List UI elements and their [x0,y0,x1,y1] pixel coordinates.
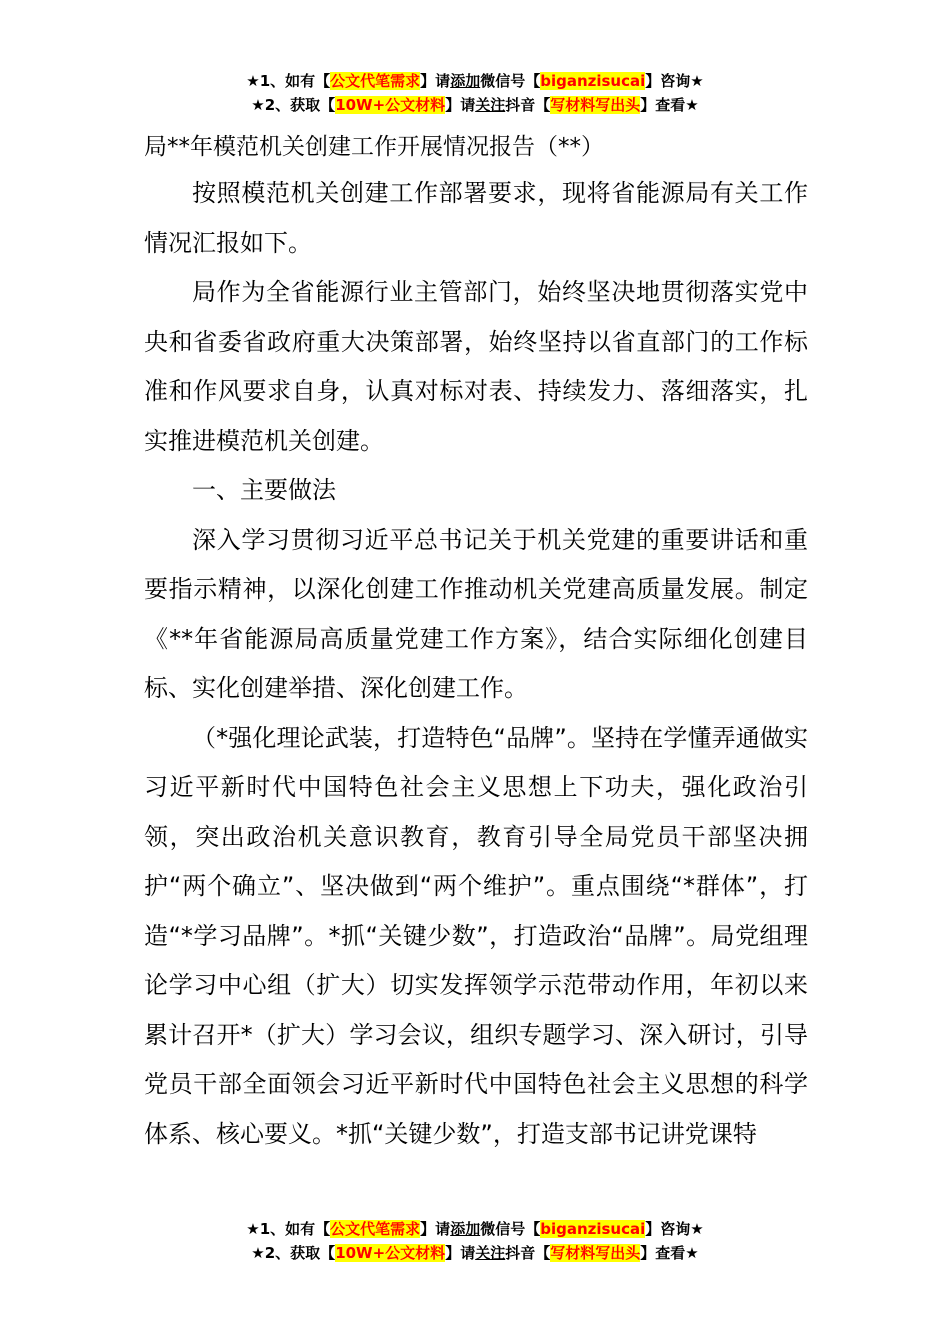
promo-line-2 [0,93,950,117]
promo-highlight: 10W+公文材料 [335,1244,446,1262]
paragraph: 局作为全省能源行业主管部门，始终坚决地贯彻落实党中央和省委省政府重大决策部署，始终坚持以省直部门的工作标准和作风要求自身，认真对标对表、持续发力、落细落实，扎实推进模范机关创建。 [144,278,808,455]
promo-highlight: 写材料写出头 [550,1244,641,1262]
paragraph: 按照模范机关创建工作部署要求，现将省能源局有关工作情况汇报如下。 [144,179,808,257]
promo-text: 】请 [420,1220,451,1238]
promo-line-2 [0,1241,950,1265]
paragraph: 深入学习贯彻习近平总书记关于机关党建的重要讲话和重要指示精神，以深化创建工作推动机关党建高质量发展。制定《**年省能源局高质量党建工作方案》，结合实际细化创建目标、实化创建举措、深化创建工作。 [144,525,808,702]
promo-line-1 [0,69,950,93]
section-heading: 一、主要做法 [192,476,336,504]
promo-highlight: 写材料写出头 [550,96,641,114]
promo-text: 微信号【 [480,1220,541,1238]
promo-underline: 关注 [475,96,506,114]
promo-line-1 [0,1217,950,1241]
promo-text: 微信号【 [480,72,541,90]
promo-highlight: biganzisucai [540,1220,646,1238]
promo-highlight: 公文代笔需求 [330,72,421,90]
promo-text: ★1、如有【 [246,1220,331,1238]
bottom-promo-banner [0,1217,950,1265]
promo-text: 抖音【 [505,1244,551,1262]
promo-underline: 添加 [450,72,481,90]
promo-text: ★1、如有【 [246,72,331,90]
document-title: 局**年模范机关创建工作开展情况报告（**） [144,134,604,160]
promo-text: 】查看★ [640,1244,699,1262]
promo-text: ★2、获取【 [251,1244,336,1262]
promo-text: ★2、获取【 [251,96,336,114]
promo-text: 】请 [445,96,476,114]
promo-underline: 关注 [475,1244,506,1262]
promo-text: 】请 [420,72,451,90]
top-promo-banner [0,69,950,117]
promo-text: 】咨询★ [645,72,704,90]
paragraph: （*强化理论武装，打造特色“品牌”。坚持在学懂弄通做实习近平新时代中国特色社会主义思想上下功夫，强化政治引领，突出政治机关意识教育，教育引导全局党员干部坚决拥护“两个确立”、坚决做到“两个维护”。重点围绕“*群体”，打造“*学习品牌”。*抓“关键少数”，打造政治“品牌”。局党组理论学习中心组（扩大）切实发挥领学示范带动作用，年初以来累计召开*（扩大）学习会议，组织专题学习、深入研讨，引导党员干部全面领会习近平新时代中国特色社会主义思想的科学体系、核心要义。*抓“关键少数”，打造支部书记讲党课特 [144,723,808,1148]
promo-text: 】请 [445,1244,476,1262]
promo-text: 】咨询★ [645,1220,704,1238]
promo-text: 】查看★ [640,96,699,114]
promo-text: 抖音【 [505,96,551,114]
promo-highlight: 公文代笔需求 [330,1220,421,1238]
promo-highlight: 10W+公文材料 [335,96,446,114]
promo-underline: 添加 [450,1220,481,1238]
promo-highlight: biganzisucai [540,72,646,90]
document-body [144,125,808,1159]
